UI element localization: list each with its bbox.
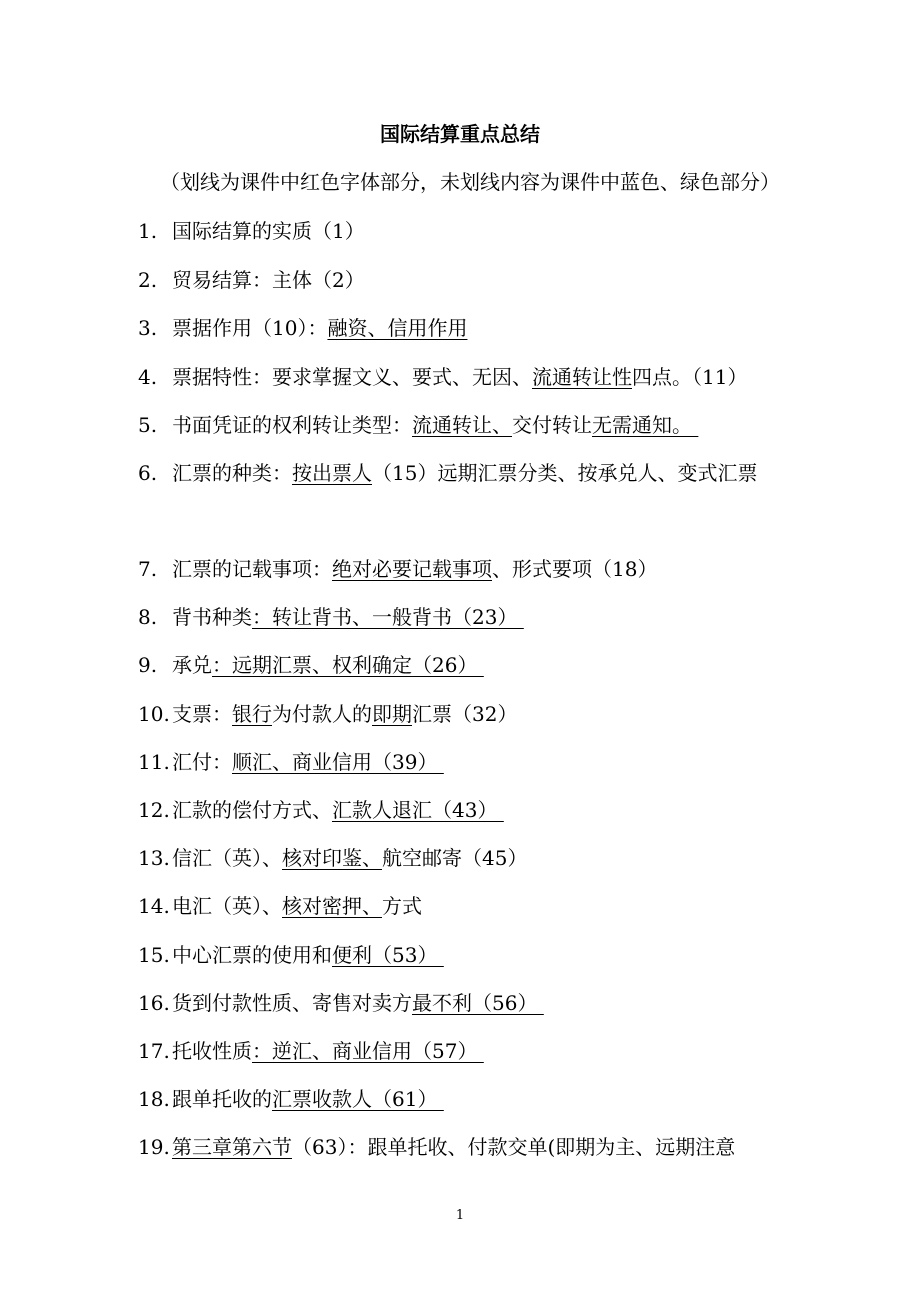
item-number: 12. (138, 798, 170, 822)
item-number: 8. (138, 605, 158, 629)
item-text: 汇付：顺汇、商业信用（39） (172, 750, 444, 774)
list-item (138, 256, 788, 304)
item-text: 贸易结算：主体（2） (172, 268, 365, 292)
item-text: 汇票的记载事项：绝对必要记载事项、形式要项（18） (172, 557, 658, 581)
underlined-text: ：转让背书、一般背书（23） (252, 605, 524, 629)
list-item (138, 931, 788, 979)
list-item (138, 834, 788, 882)
list-item (138, 207, 788, 255)
item-number: 6. (138, 461, 158, 485)
underlined-text: 无需通知。 (592, 413, 699, 437)
document-subtitle: （划线为课件中红色字体部分，未划线内容为课件中蓝色、绿色部分） (160, 170, 780, 194)
item-text: 托收性质：逆汇、商业信用（57） (172, 1039, 484, 1063)
underlined-text: 流通转让、 (412, 413, 512, 437)
item-text: 背书种类：转让背书、一般背书（23） (172, 605, 524, 629)
item-number: 13. (138, 846, 170, 870)
item-text: 国际结算的实质（1） (172, 219, 365, 243)
underlined-text: 按出票人 (292, 461, 372, 485)
list-item (138, 738, 788, 786)
list-item (138, 449, 788, 497)
item-text: 支票：银行为付款人的即期汇票（32） (172, 702, 518, 726)
list-item (138, 593, 788, 641)
list-item (138, 690, 788, 738)
item-number: 19. (138, 1135, 170, 1159)
item-text: 汇款的偿付方式、汇款人退汇（43） (172, 798, 504, 822)
item-text: 第三章第六节（63）：跟单托收、付款交单(即期为主、远期注意 (172, 1135, 736, 1159)
underlined-text: 第三章第六节 (172, 1135, 292, 1159)
list-item (138, 304, 788, 352)
item-number: 1. (138, 219, 158, 243)
item-number: 17. (138, 1039, 170, 1063)
page-number: 1 (455, 1208, 465, 1223)
list-item (138, 786, 788, 834)
underlined-text: 流通转让性 (532, 365, 632, 389)
item-number: 7. (138, 557, 158, 581)
list-item (138, 353, 788, 401)
item-text: 汇票的种类：按出票人（15）远期汇票分类、按承兑人、变式汇票 (172, 461, 758, 485)
item-text: 货到付款性质、寄售对卖方最不利（56） (172, 991, 544, 1015)
underlined-text: 核对密押、 (282, 894, 382, 918)
underlined-text: 融资、信用作用 (327, 316, 468, 340)
item-number: 2. (138, 268, 158, 292)
underlined-text: 汇款人退汇（43） (332, 798, 504, 822)
list-item (138, 1075, 788, 1123)
underlined-text: 核对印鉴、 (282, 846, 382, 870)
list-item (138, 979, 788, 1027)
item-number: 4. (138, 365, 158, 389)
item-text: 票据作用（10）：融资、信用作用 (172, 316, 468, 340)
item-number: 9. (138, 653, 158, 677)
underlined-text: 最不利（56） (412, 991, 544, 1015)
list-item (138, 641, 788, 689)
item-text: 承兑：远期汇票、权利确定（26） (172, 653, 484, 677)
underlined-text: ：逆汇、商业信用（57） (252, 1039, 484, 1063)
item-text: 跟单托收的汇票收款人（61） (172, 1087, 444, 1111)
item-number: 3. (138, 316, 158, 340)
item-number: 14. (138, 894, 170, 918)
list-item (138, 882, 788, 930)
item-text: 电汇（英）、核对密押、方式 (172, 894, 422, 918)
underlined-text: 即期 (372, 702, 412, 726)
underlined-text: 银行 (232, 702, 272, 726)
item-number: 16. (138, 991, 170, 1015)
item-number: 18. (138, 1087, 170, 1111)
item-text: 中心汇票的使用和便利（53） (172, 943, 444, 967)
list-item (138, 1123, 788, 1171)
item-text: 信汇（英）、核对印鉴、航空邮寄（45） (172, 846, 528, 870)
item-text: 票据特性：要求掌握文义、要式、无因、流通转让性四点。（11） (172, 365, 748, 389)
item-number: 5. (138, 413, 158, 437)
underlined-text: 顺汇、商业信用（39） (232, 750, 444, 774)
list-item (138, 545, 788, 593)
item-number: 15. (138, 943, 170, 967)
underlined-text: 绝对必要记载事项 (332, 557, 492, 581)
underlined-text: 汇票收款人（61） (272, 1087, 444, 1111)
list-item (138, 1027, 788, 1075)
underlined-text: ：远期汇票、权利确定（26） (212, 653, 484, 677)
item-number: 11. (138, 750, 170, 774)
item-number: 10. (138, 702, 170, 726)
document-title: 国际结算重点总结 (380, 122, 540, 146)
item-text: 书面凭证的权利转让类型：流通转让、交付转让无需通知。 (172, 413, 699, 437)
underlined-text: 便利（53） (332, 943, 444, 967)
list-item (138, 401, 788, 449)
